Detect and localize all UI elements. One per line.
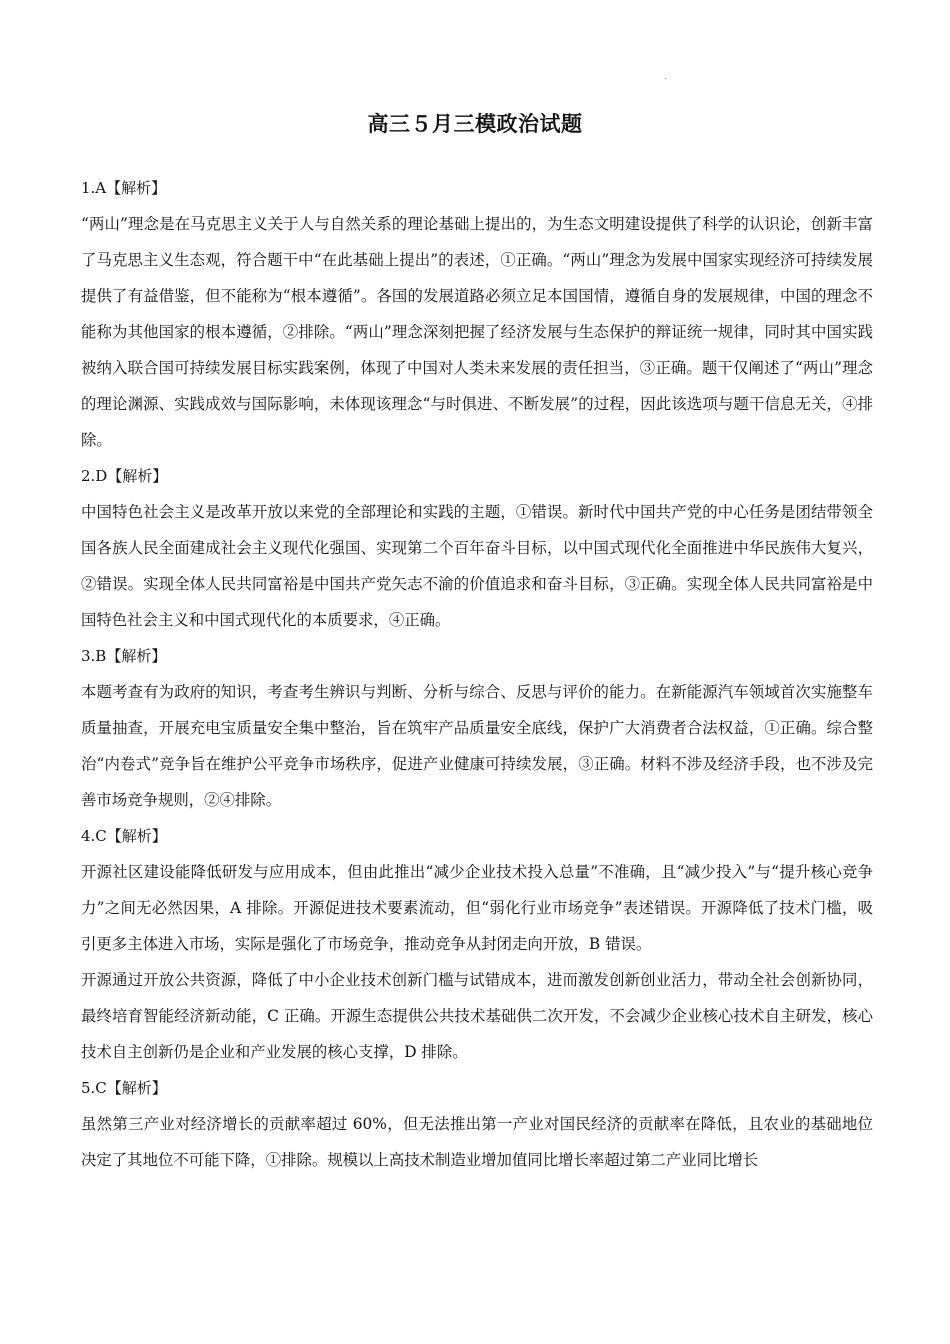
- question-block: [81, 1070, 873, 1178]
- analysis-paragraph: 中国特色社会主义是改革开放以来党的全部理论和实践的主题，①错误。新时代中国共产党的中心任务是团结带领全国各族人民全面建成社会主义现代化强国、实现第二个百年奋斗目标，以中国式现代化全面推进中华民族伟大复兴，②错误。实现全体人民共同富裕是中国共产党矢志不渝的价值追求和奋斗目标，③正确。实现全体人民共同富裕是中国特色社会主义和中国式现代化的本质要求，④正确。: [81, 503, 873, 629]
- question-label: 2.D【解析】: [81, 467, 168, 485]
- question-block: [81, 818, 873, 1070]
- analysis-paragraph: 虽然第三产业对经济增长的贡献率超过 60%，但无法推出第一产业对国民经济的贡献率在降低，且农业的基础地位决定了其地位不可能下降，①排除。规模以上高技术制造业增加值同比增长率超过第二产业同比增长: [81, 1115, 873, 1169]
- answer-content: [81, 170, 873, 1178]
- question-label: 3.B【解析】: [81, 647, 167, 665]
- question-block: [81, 170, 873, 458]
- analysis-paragraph: “两山”理念是在马克思主义关于人与自然关系的理论基础上提出的，为生态文明建设提供了科学的认识论，创新丰富了马克思主义生态观，符合题干中“在此基础上提出”的表述，①正确。“两山”理念为发展中国家实现经济可持续发展提供了有益借鉴，但不能称为“根本遵循”。各国的发展道路必须立足本国国情，遵循自身的发展规律，中国的理念不能称为其他国家的根本遵循，②排除。“两山”理念深刻把握了经济发展与生态保护的辩证统一规律，同时其中国实践被纳入联合国可持续发展目标实践案例，体现了中国对人类未来发展的责任担当，③正确。题干仅阐述了“两山”理念的理论渊源、实践成效与国际影响，未体现该理念“与时俱进、不断发展”的过程，因此该选项与题干信息无关，④排除。: [81, 215, 873, 449]
- question-block: [81, 458, 873, 638]
- analysis-paragraph: 本题考查有为政府的知识，考查考生辨识与判断、分析与综合、反思与评价的能力。在新能源汽车领域首次实施整车质量抽查，开展充电宝质量安全集中整治，旨在筑牢产品质量安全底线，保护广大消费者合法权益，①正确。综合整治“内卷式”竞争旨在维护公平竞争市场秩序，促进产业健康可持续发展，③正确。材料不涉及经济手段，也不涉及完善市场竞争规则，②④排除。: [81, 683, 873, 809]
- analysis-paragraph: 开源社区建设能降低研发与应用成本，但由此推出“减少企业技术投入总量”不准确，且“减少投入”与“提升核心竞争力”之间无必然因果，A 排除。开源促进技术要素流动，但“弱化行业市场竞争”表述错误。开源降低了技术门槛，吸引更多主体进入市场，实际是强化了市场竞争，推动竞争从封闭走向开放，B 错误。: [81, 863, 873, 953]
- page-dot-mark: ·: [664, 74, 668, 85]
- question-label: 1.A【解析】: [81, 179, 167, 197]
- page-title: 高三５月三模政治试题: [367, 112, 583, 136]
- question-label: 5.C【解析】: [81, 1079, 167, 1097]
- analysis-paragraph: 开源通过开放公共资源，降低了中小企业技术创新门槛与试错成本，进而激发创新创业活力，带动全社会创新协同，最终培育智能经济新动能，C 正确。开源生态提供公共技术基础供二次开发，不会减少企业核心技术自主研发，核心技术自主创新仍是企业和产业发展的核心支撑，D 排除。: [81, 971, 873, 1061]
- question-block: [81, 638, 873, 818]
- question-label: 4.C【解析】: [81, 827, 167, 845]
